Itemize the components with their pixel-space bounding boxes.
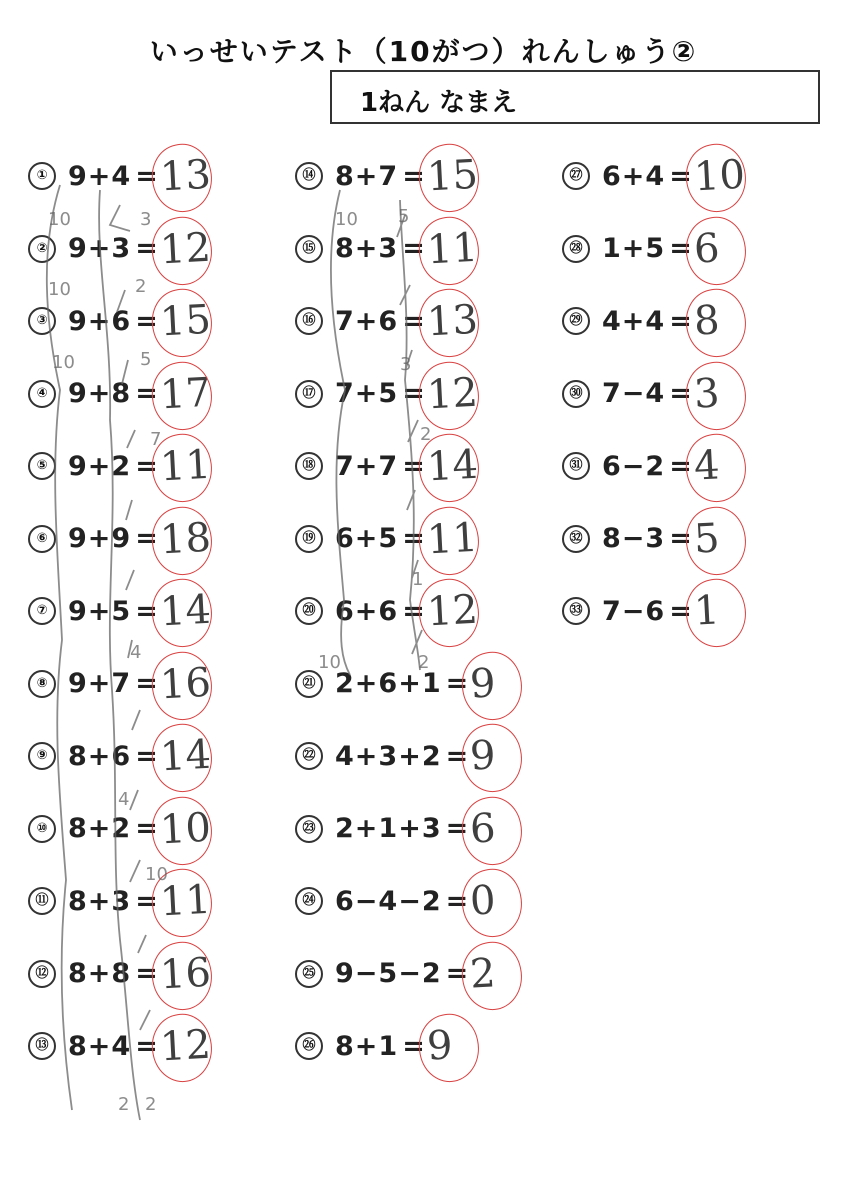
problem-row xyxy=(28,503,211,576)
problem-expression: 9+3 xyxy=(68,233,132,265)
handwritten-answer[interactable]: 11 xyxy=(158,876,212,926)
problem-number: ⑯ xyxy=(295,307,323,335)
problem-column-2 xyxy=(295,140,496,1083)
problem-number: ⑦ xyxy=(28,597,56,625)
handwritten-answer[interactable]: 17 xyxy=(158,369,212,419)
problem-row xyxy=(28,430,211,503)
handwritten-answer[interactable]: 10 xyxy=(692,151,746,201)
svg-text:3: 3 xyxy=(140,209,152,230)
problem-number: ㉙ xyxy=(562,307,590,335)
problem-expression: 7+6 xyxy=(335,305,399,337)
equals-sign: = xyxy=(135,450,158,482)
name-label: 1ねん なまえ xyxy=(360,88,518,118)
equals-sign: = xyxy=(669,233,692,265)
equals-sign: = xyxy=(135,740,158,772)
handwritten-answer[interactable]: 11 xyxy=(425,514,479,564)
problem-expression: 7−4 xyxy=(602,378,666,410)
problem-expression: 6+6 xyxy=(335,595,399,627)
problem-row xyxy=(562,140,745,213)
svg-text:1: 1 xyxy=(412,569,424,590)
equals-sign: = xyxy=(402,305,425,337)
problem-expression: 1+5 xyxy=(602,233,666,265)
problem-row xyxy=(295,503,496,576)
handwritten-answer[interactable]: 11 xyxy=(425,224,479,274)
problem-number: ㉛ xyxy=(562,452,590,480)
problem-row xyxy=(562,430,745,503)
svg-text:4: 4 xyxy=(118,789,130,810)
problem-row xyxy=(28,1010,211,1083)
problem-expression: 8+1 xyxy=(335,1030,399,1062)
svg-text:2: 2 xyxy=(418,652,430,673)
problem-expression: 6−4−2 xyxy=(335,885,442,917)
problem-row xyxy=(28,358,211,431)
handwritten-answer[interactable]: 6 xyxy=(469,805,497,853)
handwritten-answer[interactable]: 5 xyxy=(692,515,721,563)
equals-sign: = xyxy=(135,813,158,845)
equals-sign: = xyxy=(135,885,158,917)
problem-expression: 9−5−2 xyxy=(335,958,442,990)
handwritten-answer[interactable]: 14 xyxy=(425,441,479,491)
equals-sign: = xyxy=(135,305,158,337)
problem-number: ⑥ xyxy=(28,525,56,553)
equals-sign: = xyxy=(445,740,469,772)
handwritten-answer[interactable]: 3 xyxy=(692,370,721,418)
equals-sign: = xyxy=(669,378,692,410)
problem-row xyxy=(295,865,496,938)
problem-expression: 8+3 xyxy=(68,885,132,917)
problem-expression: 8+7 xyxy=(335,160,399,192)
problem-number: ㉜ xyxy=(562,525,590,553)
handwritten-answer[interactable]: 6 xyxy=(692,225,721,273)
problem-expression: 2+1+3 xyxy=(335,813,442,845)
problem-number: ㉚ xyxy=(562,380,590,408)
equals-sign: = xyxy=(669,523,692,555)
handwritten-answer[interactable]: 10 xyxy=(158,804,212,854)
handwritten-answer[interactable]: 9 xyxy=(469,660,497,708)
problem-row xyxy=(28,140,211,213)
svg-text:10: 10 xyxy=(335,209,358,230)
problem-expression: 6+4 xyxy=(602,160,666,192)
handwritten-answer[interactable]: 13 xyxy=(425,296,479,346)
problem-number: ① xyxy=(28,162,56,190)
svg-text:2: 2 xyxy=(135,276,147,297)
problem-row xyxy=(28,213,211,286)
equals-sign: = xyxy=(669,160,692,192)
equals-sign: = xyxy=(402,523,425,555)
problem-number: ⑤ xyxy=(28,452,56,480)
equals-sign: = xyxy=(402,233,425,265)
problem-expression: 7+5 xyxy=(335,378,399,410)
problem-expression: 6−2 xyxy=(602,450,666,482)
svg-text:2: 2 xyxy=(420,424,432,445)
svg-text:10: 10 xyxy=(48,279,71,300)
svg-text:2: 2 xyxy=(118,1094,130,1115)
problem-row xyxy=(295,575,496,648)
problem-row xyxy=(295,140,496,213)
equals-sign: = xyxy=(135,668,158,700)
problem-expression: 9+9 xyxy=(68,523,132,555)
problem-number: ⑰ xyxy=(295,380,323,408)
equals-sign: = xyxy=(402,1030,425,1062)
problem-row xyxy=(295,430,496,503)
problem-row xyxy=(28,793,211,866)
problem-number: ④ xyxy=(28,380,56,408)
handwritten-answer[interactable]: 2 xyxy=(469,950,497,998)
equals-sign: = xyxy=(135,160,158,192)
problem-expression: 9+7 xyxy=(68,668,132,700)
problem-expression: 7+7 xyxy=(335,450,399,482)
handwritten-answer[interactable]: 14 xyxy=(158,586,212,636)
problem-expression: 8+3 xyxy=(335,233,399,265)
problem-row xyxy=(295,720,496,793)
handwritten-answer[interactable]: 12 xyxy=(158,224,212,274)
handwritten-answer[interactable]: 4 xyxy=(692,442,721,490)
svg-text:4: 4 xyxy=(130,642,142,663)
equals-sign: = xyxy=(402,160,425,192)
problem-row xyxy=(28,938,211,1011)
handwritten-answer[interactable]: 0 xyxy=(469,877,497,925)
problem-number: ⑳ xyxy=(295,597,323,625)
problem-number: ② xyxy=(28,235,56,263)
equals-sign: = xyxy=(402,378,425,410)
equals-sign: = xyxy=(135,1030,158,1062)
svg-text:3: 3 xyxy=(400,354,412,375)
problem-expression: 9+8 xyxy=(68,378,132,410)
problem-expression: 2+6+1 xyxy=(335,668,442,700)
handwritten-answer[interactable]: 12 xyxy=(158,1021,212,1071)
problem-row xyxy=(295,1010,496,1083)
equals-sign: = xyxy=(135,523,158,555)
problem-number: ⑫ xyxy=(28,960,56,988)
svg-text:5: 5 xyxy=(140,349,152,370)
equals-sign: = xyxy=(445,885,469,917)
svg-text:5: 5 xyxy=(398,206,410,227)
handwritten-answer[interactable]: 1 xyxy=(692,587,721,635)
problem-number: ⑱ xyxy=(295,452,323,480)
problem-row xyxy=(562,213,745,286)
problem-number: ⑨ xyxy=(28,742,56,770)
equals-sign: = xyxy=(402,450,425,482)
equals-sign: = xyxy=(669,305,692,337)
equals-sign: = xyxy=(135,958,158,990)
equals-sign: = xyxy=(669,450,692,482)
problem-row xyxy=(28,285,211,358)
handwritten-answer[interactable]: 11 xyxy=(158,441,212,491)
problem-expression: 6+5 xyxy=(335,523,399,555)
handwritten-answer[interactable]: 9 xyxy=(469,732,497,780)
problem-row xyxy=(562,503,745,576)
equals-sign: = xyxy=(445,668,469,700)
problem-row xyxy=(28,648,211,721)
problem-number: ㉔ xyxy=(295,887,323,915)
problem-expression: 8+6 xyxy=(68,740,132,772)
equals-sign: = xyxy=(402,595,425,627)
problem-number: ⑭ xyxy=(295,162,323,190)
problem-expression: 7−6 xyxy=(602,595,666,627)
problem-number: ⑲ xyxy=(295,525,323,553)
handwritten-answer[interactable]: 9 xyxy=(425,1022,454,1070)
equals-sign: = xyxy=(135,595,158,627)
svg-text:7: 7 xyxy=(150,429,162,450)
problem-row xyxy=(28,720,211,793)
problem-row xyxy=(295,938,496,1011)
problem-expression: 9+6 xyxy=(68,305,132,337)
equals-sign: = xyxy=(445,958,469,990)
problem-number: ⑬ xyxy=(28,1032,56,1060)
handwritten-answer[interactable]: 12 xyxy=(425,369,479,419)
problem-row xyxy=(295,213,496,286)
handwritten-answer[interactable]: 8 xyxy=(692,297,721,345)
problem-number: ㉑ xyxy=(295,670,323,698)
problem-row xyxy=(562,575,745,648)
problem-expression: 8+2 xyxy=(68,813,132,845)
handwritten-answer[interactable]: 15 xyxy=(158,296,212,346)
problem-expression: 9+5 xyxy=(68,595,132,627)
problem-row xyxy=(295,793,496,866)
problem-expression: 8+4 xyxy=(68,1030,132,1062)
problem-number: ③ xyxy=(28,307,56,335)
problem-number: ⑪ xyxy=(28,887,56,915)
handwritten-answer[interactable]: 16 xyxy=(158,659,212,709)
problem-row xyxy=(295,285,496,358)
problem-column-3 xyxy=(562,140,745,648)
problem-number: ㉗ xyxy=(562,162,590,190)
svg-text:10: 10 xyxy=(318,652,341,673)
handwritten-answer[interactable]: 12 xyxy=(425,586,479,636)
problem-column-1 xyxy=(28,140,211,1083)
problem-expression: 4+4 xyxy=(602,305,666,337)
problem-row xyxy=(28,865,211,938)
problem-number: ㉘ xyxy=(562,235,590,263)
svg-text:10: 10 xyxy=(145,864,168,885)
worksheet-title: いっせいテスト（10がつ）れんしゅう② xyxy=(149,35,698,68)
problem-expression: 8+8 xyxy=(68,958,132,990)
problem-expression: 9+2 xyxy=(68,450,132,482)
problem-row xyxy=(562,358,745,431)
problem-row xyxy=(295,648,496,721)
svg-text:10: 10 xyxy=(48,209,71,230)
problem-expression: 4+3+2 xyxy=(335,740,442,772)
problem-number: ⑩ xyxy=(28,815,56,843)
problem-number: ㉝ xyxy=(562,597,590,625)
handwritten-answer[interactable]: 15 xyxy=(425,151,479,201)
equals-sign: = xyxy=(135,233,158,265)
problem-number: ㉕ xyxy=(295,960,323,988)
svg-text:10: 10 xyxy=(52,352,75,373)
problem-number: ㉖ xyxy=(295,1032,323,1060)
problem-row xyxy=(295,358,496,431)
name-box[interactable] xyxy=(330,70,820,124)
equals-sign: = xyxy=(445,813,469,845)
handwritten-answer[interactable]: 18 xyxy=(158,514,212,564)
problem-row xyxy=(562,285,745,358)
problem-number: ㉓ xyxy=(295,815,323,843)
svg-text:2: 2 xyxy=(145,1094,157,1115)
problem-row xyxy=(28,575,211,648)
equals-sign: = xyxy=(669,595,692,627)
problem-number: ⑧ xyxy=(28,670,56,698)
handwritten-answer[interactable]: 16 xyxy=(158,949,212,999)
handwritten-answer[interactable]: 14 xyxy=(158,731,212,781)
equals-sign: = xyxy=(135,378,158,410)
problem-number: ㉒ xyxy=(295,742,323,770)
problem-number: ⑮ xyxy=(295,235,323,263)
handwritten-answer[interactable]: 13 xyxy=(158,151,212,201)
problem-expression: 9+4 xyxy=(68,160,132,192)
problem-expression: 8−3 xyxy=(602,523,666,555)
